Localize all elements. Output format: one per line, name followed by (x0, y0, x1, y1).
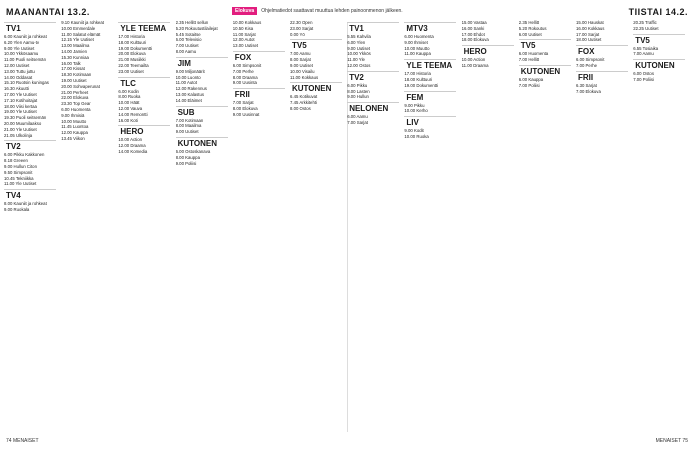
program-listing: 17.10 Kotihoitajat (4, 97, 38, 103)
channel-heading: YLE TEEMA (404, 59, 456, 71)
channel-heading: TV4 (4, 189, 56, 201)
channel-heading: KUTONEN (290, 82, 342, 94)
schedule-column (4, 20, 56, 428)
channel-heading: FOX (576, 45, 628, 57)
program-listing: 7.00 Aamu (290, 51, 311, 57)
program-listing: 11.00 Kauppa (404, 51, 431, 57)
program-listing: 8.00 Elokuva (232, 105, 258, 111)
program-listing: 18.30 Kotimaan (61, 72, 92, 78)
program-listing: 7.00 Kotimaan (175, 117, 204, 123)
program-listing: 9.00 Uutiset (290, 62, 313, 68)
info-text: Ohjelmatiedot saattavat muuttua lehden painoonmenon jälkeen. (261, 8, 403, 14)
program-listing: 19.00 Dokumentti (118, 45, 153, 51)
program-listing: 12.00 Draama (118, 143, 146, 149)
program-listing: 13.00 Maailma (61, 43, 90, 49)
program-listing: 12.15 Yle Uutiset (61, 37, 94, 43)
program-listing: 9.50 Simpsonit (4, 169, 33, 175)
program-listing: 10.45 Tekniikka (4, 175, 34, 181)
program-listing: 9.00 Kodit (404, 128, 424, 134)
program-listing: 6.00 Huomenta (518, 51, 549, 57)
program-listing: 6.00 Pikku Kakkonen (4, 152, 45, 158)
channel-heading: TV1 (347, 22, 399, 34)
program-listing: 20.25 Traffic (633, 20, 657, 25)
schedule-column (290, 20, 342, 428)
schedule-column (462, 20, 514, 428)
program-listing: 8.00 Kauppa (175, 154, 200, 160)
program-listing: 16.00 Koti (118, 117, 138, 123)
schedule-column (176, 20, 228, 428)
left-day-title: MAANANTAI 13.2. (6, 7, 90, 17)
program-listing: 7.00 Perhe (232, 68, 254, 74)
program-listing: 7.00 Sarjat (232, 100, 254, 106)
schedule-column (61, 20, 113, 428)
program-listing: 7.00 Elokuva (576, 88, 601, 94)
program-listing: 7.00 Poliisi (633, 76, 654, 82)
program-listing: 6.00 Aamu (347, 114, 368, 120)
program-listing: 9.00 Poliisi (175, 160, 197, 166)
program-listing: 11.00 Draama (461, 62, 489, 68)
program-listing: 11.00 Autot (175, 80, 198, 86)
channel-heading: FRII (576, 71, 628, 83)
program-listing: 10.00 Visailu (290, 68, 315, 74)
program-listing: 9.00 Hullun (347, 94, 369, 100)
program-listing: 18.00 Kulttuuri (404, 76, 433, 82)
program-listing: 6.00 Kauppa (518, 76, 544, 82)
program-listing: 8.00 Draama (232, 74, 258, 80)
program-listing: 6.30 Sarjat (576, 82, 597, 88)
program-listing: 17.00 Sarjat (576, 31, 600, 37)
program-listing: 8.00 Ruoka (118, 94, 141, 100)
program-listing: 9.00 Uusinta (232, 80, 257, 86)
program-listing: 7.00 Hellitt (518, 57, 540, 63)
program-listing: 14.00 Oddasat (4, 74, 33, 80)
program-listing: 10.00 Emmerdale (61, 25, 96, 31)
channel-heading: TV2 (4, 140, 56, 152)
program-listing: 17.00 Ehdot (461, 31, 485, 37)
channel-heading: TV5 (290, 39, 342, 51)
program-listing: 17.00 Historia (118, 34, 145, 39)
program-listing: 12.00 Ostos (347, 62, 371, 68)
program-listing: 13.00 Tuttu juttu (4, 68, 35, 74)
channel-heading: KUTONEN (176, 137, 228, 149)
page-footer (0, 438, 696, 448)
program-listing: 14.00 Remontti (118, 111, 148, 117)
info-legend (232, 7, 403, 15)
program-listing: 15.00 Vastaa (461, 20, 487, 25)
program-listing: 11.00 Yle (347, 57, 365, 63)
program-listing: 6.00 Televisio (175, 37, 202, 43)
program-listing: 14.00 Jamien (61, 48, 87, 54)
channel-heading: KUTONEN (633, 59, 685, 71)
program-listing: 9.00 Uusinnat (232, 111, 260, 117)
program-listing: 19.30 Puoli seitsemän (4, 115, 47, 121)
program-listing: 12.00 Kauppa (61, 130, 88, 136)
program-listing: 6.00 Simpsonit (232, 62, 262, 68)
program-listing: 2.35 Hellitt sellun (175, 20, 209, 25)
program-listing: 9.00 Uutiset (347, 45, 371, 51)
program-listing: 12.00 Autot (232, 37, 255, 43)
program-listing: 16.00 Sanki (461, 25, 485, 31)
program-listing: 9.10 Kauniit ja rohkeat (61, 20, 104, 25)
program-listing: 7.00 Poliisi (518, 82, 540, 88)
program-listing: 12.00 Rakennus (175, 86, 207, 92)
channel-heading: TV1 (4, 22, 56, 34)
program-listing: 8.18 Greeen (4, 158, 28, 164)
program-listing: 21.05 Ulkolinja (4, 132, 33, 138)
program-listing: 7.00 Sarjat (347, 119, 368, 125)
left-page-number: 74 MENAISET (6, 438, 39, 444)
program-listing: 18.00 Viisi kertaa (4, 103, 37, 109)
program-listing: 20.00 Elokuva (118, 51, 146, 57)
program-listing: 10.00 Ruoka (404, 133, 429, 139)
program-listing: 6.20 Ylen Aamu-tv (4, 39, 40, 45)
program-listing: 10.00 Action (461, 57, 486, 63)
program-listing: 8.00 Aamu (175, 48, 197, 54)
program-listing: 17.00 Yle Uutiset (4, 91, 37, 97)
program-listing: 22.30 Open (290, 20, 313, 25)
program-listing: 9.00 Ruokala (4, 206, 30, 212)
program-listing: 17.00 Historia (404, 71, 431, 77)
program-listing: 23.30 Top Gear (61, 101, 91, 107)
program-listing: 13.00 Kalastus (175, 91, 205, 97)
channel-heading: NELONEN (347, 102, 399, 114)
program-listing: 6.00 Kodin (118, 88, 139, 94)
program-listing: 19.00 Uutiset (61, 77, 87, 83)
program-listing: 23.00 Uutiset (118, 68, 144, 74)
program-listing: 21.00 Yle Uutiset (4, 126, 37, 132)
program-listing: 9.00 Uutiset (175, 129, 199, 135)
program-listing: 6.00 Uutiset (518, 31, 542, 37)
program-listing: 19.00 Yle Uutiset (4, 109, 37, 115)
program-listing: 11.00 Sarjat (232, 31, 256, 37)
program-listing: 13.45 Viikon (61, 135, 85, 141)
program-listing: 20.00 Sohvaperunat (61, 83, 100, 89)
channel-heading: TV2 (347, 71, 399, 83)
program-listing: 8.00 Maailma (175, 123, 202, 129)
program-listing: 7.45 Arkkitehti (290, 100, 317, 106)
program-listing: 13.00 Uutiset (232, 43, 259, 49)
right-page-number: MENAISET 75 (655, 438, 688, 444)
program-listing: 8.00 Sarjat (290, 57, 311, 63)
program-listing: 8.00 Ostos (290, 105, 311, 111)
schedule-column (576, 20, 628, 428)
program-listing: 23.00 Sarjat (290, 25, 314, 31)
program-listing: 22.00 Teemailta (118, 62, 149, 68)
program-listing: 21.00 Perheet (61, 89, 89, 95)
program-listing: 0.00 Yö (290, 31, 305, 37)
channel-heading: KUTONEN (519, 65, 571, 77)
program-listing: 9.00 Miljonäärit (175, 68, 205, 74)
program-listing: 10.50 Kisa (232, 25, 254, 31)
program-listing: 11.45 Luontoa (61, 124, 89, 130)
program-listing: 6.00 Ylen (347, 39, 366, 45)
program-listing: 6.00 Ostos (633, 71, 654, 77)
program-listing: 6.00 Simpsonit (576, 57, 605, 63)
program-listing: 5.55 Kahvila (347, 34, 371, 39)
program-listing: 18.00 Uutiset (576, 37, 602, 43)
program-listing: 20.00 Muumilaakso (4, 120, 42, 126)
program-listing: 10.00 Ykkösaamu (4, 51, 39, 57)
schedule-column (519, 20, 571, 428)
program-listing: 12.00 Vauva (118, 105, 143, 111)
program-listing: 14.00 Komedia (118, 148, 148, 154)
program-listing: 15.10 Ruotsin kuningas (4, 80, 49, 86)
program-listing: 8.00 Lasten (347, 88, 370, 94)
program-listing: 6.00 Kauniit ja rohkeat (4, 34, 47, 39)
program-listing: 6.45 Kotikuvat (290, 94, 318, 100)
program-listing: 16.00 Kokkaus (576, 25, 605, 31)
program-listing: 5.20 Rokoutustilailejat (175, 25, 218, 31)
program-listing: 6.00 Huomenta (404, 34, 434, 39)
program-listing: 10.00 Häät (118, 100, 140, 106)
program-listing: 22.00 Elokuva (61, 95, 89, 101)
program-listing: 6.55 Tosiaika (633, 45, 659, 51)
channel-heading: JIM (176, 57, 228, 69)
channel-heading: FOX (233, 51, 285, 63)
program-listing: 16.30 Akuutti (4, 86, 29, 92)
schedule-column (118, 20, 170, 428)
program-listing: 11.00 Salatut elämät (61, 31, 101, 37)
program-listing: 12.00 Uutiset (4, 62, 30, 68)
program-listing: 7.00 Uutiset (175, 43, 199, 49)
program-listing: 9.00 Yle Uutiset (4, 45, 35, 51)
channel-heading: FEM (404, 91, 456, 103)
schedule-column (404, 20, 456, 428)
channel-heading: YLE TEEMA (118, 22, 170, 34)
channel-heading: HERO (118, 125, 170, 137)
channel-heading: TV5 (633, 34, 685, 46)
program-listing: 10.00 Action (118, 137, 143, 143)
program-listing: 10.00 Kokkaus (232, 20, 262, 25)
program-listing: 9.00 Hullun Citon (4, 163, 37, 169)
program-listing: 15.00 Hauskat (576, 20, 604, 25)
schedule-column (633, 20, 685, 428)
program-listing: 6.00 Pikku (347, 82, 368, 88)
program-listing: 21.00 Musiikki (118, 57, 146, 63)
right-day-title: TIISTAI 14.2. (628, 7, 688, 17)
schedule-columns (4, 20, 692, 428)
program-listing: 11.00 Puoli seitsemän (4, 57, 46, 63)
program-listing: 9.00 Ihmiset (404, 39, 428, 45)
program-listing: 10.00 Ykkös (347, 51, 371, 57)
program-listing: 9.00 Pikku (404, 102, 425, 108)
channel-heading: FRII (233, 88, 285, 100)
channel-heading: MTV3 (404, 22, 456, 34)
program-listing: 9.00 Ihmisiä (61, 112, 85, 118)
program-listing: 11.00 Yle Uutiset (4, 181, 37, 187)
program-listing: 10.00 Luonto (175, 74, 201, 80)
program-listing: 5.45 Sotaitse (175, 31, 201, 37)
program-listing: 10.00 Muutto (61, 118, 87, 124)
film-badge: Elokuva (232, 7, 257, 15)
program-listing: 8.00 Kauniit ja rohkeat (4, 201, 47, 207)
program-listing: 5.20 Rokoutus (518, 25, 547, 31)
program-listing: 18.00 Kulttuuri (118, 39, 147, 45)
program-listing: 2.35 Hellitt (518, 20, 540, 25)
program-listing: 10.00 Muutto (404, 45, 430, 51)
schedule-column (347, 20, 399, 428)
program-listing: 10.00 Kerho (404, 108, 428, 114)
program-listing: 11.00 Kokkaus (290, 74, 319, 80)
channel-heading: TLC (118, 77, 170, 89)
channel-heading: LIV (404, 116, 456, 128)
program-listing: 17.00 Kissat (61, 66, 85, 72)
program-listing: 16.00 Talk (61, 60, 81, 66)
program-listing: 15.30 Kunniaa (61, 54, 89, 60)
program-listing: 6.00 Ostoskanava (175, 148, 211, 154)
channel-heading: HERO (462, 45, 514, 57)
channel-heading: SUB (176, 106, 228, 118)
program-listing: 7.00 Perhe (576, 62, 598, 68)
program-listing: 14.00 Eläimet (175, 97, 202, 103)
program-listing: 6.00 Huomenta (61, 106, 91, 112)
schedule-column (233, 20, 285, 428)
program-listing: 7.00 Aamu (633, 51, 654, 57)
program-listing: 19.00 Dokumentti (404, 82, 439, 88)
channel-heading: TV5 (519, 39, 571, 51)
program-listing: 18.00 Elokuva (461, 37, 489, 43)
program-listing: 22.25 Uutiset (633, 25, 659, 31)
